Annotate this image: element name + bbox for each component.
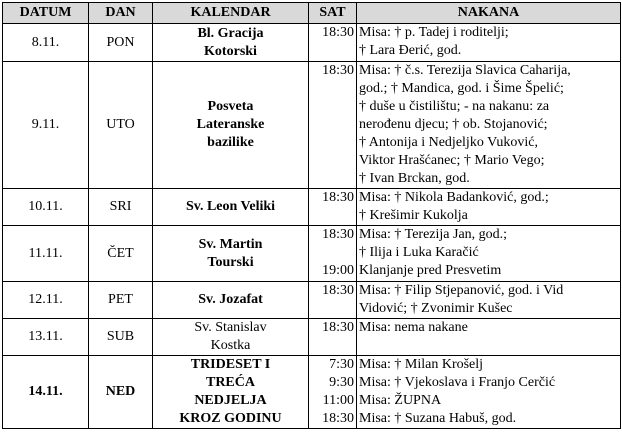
time-line: 18:30	[322, 25, 354, 40]
schedule-body	[3, 24, 621, 429]
intention-line: god.; † Mandica, god. i Šime Špelić;	[359, 81, 564, 96]
intention-line: Misa: † Nikola Badanković, god.;	[359, 190, 549, 205]
intention-line: Misa: † Filip Stjepanović, god. i Vid	[359, 283, 564, 298]
intention-cell	[357, 24, 621, 62]
date-cell: 8.11.	[3, 24, 89, 62]
day-cell: SRI	[89, 189, 153, 226]
intention-cell	[357, 282, 621, 319]
intention-line: † duše u čistilištu; - na nakanu: za	[359, 99, 550, 114]
time-line	[311, 244, 354, 262]
calendar-cell	[153, 24, 309, 62]
calendar-cell	[153, 319, 309, 356]
calendar-line: KROZ GODINU	[179, 411, 282, 426]
time-cell	[309, 319, 357, 356]
day-cell: SUB	[89, 319, 153, 356]
header-intention: NAKANA	[357, 3, 621, 24]
time-line: 18:30	[322, 63, 354, 78]
schedule-row	[3, 282, 621, 319]
schedule-row	[3, 226, 621, 282]
header-row	[3, 3, 621, 24]
time-cell	[309, 356, 357, 429]
mass-schedule-table	[2, 2, 621, 429]
day-cell: NED	[89, 356, 153, 429]
calendar-line: Kostka	[210, 338, 251, 353]
intention-cell	[357, 62, 621, 189]
schedule-row	[3, 62, 621, 189]
date-cell: 11.11.	[3, 226, 89, 282]
schedule-row	[3, 319, 621, 356]
intention-cell	[357, 319, 621, 356]
schedule-row	[3, 356, 621, 429]
day-cell: PON	[89, 24, 153, 62]
intention-line: Klanjanje pred Presvetim	[359, 263, 502, 278]
date-cell: 13.11.	[3, 319, 89, 356]
schedule-row	[3, 24, 621, 62]
time-line: 18:30	[322, 190, 354, 205]
date-cell: 12.11.	[3, 282, 89, 319]
date-cell: 14.11.	[3, 356, 89, 429]
calendar-line: Sv. Leon Veliki	[185, 199, 276, 214]
time-cell	[309, 189, 357, 226]
intention-line: Misa: nema nakane	[359, 320, 468, 335]
calendar-line: Lateranske	[196, 117, 265, 132]
intention-line: Misa: † Terezija Jan, god.;	[359, 227, 508, 242]
calendar-line: Tourski	[207, 254, 254, 270]
calendar-line: Sv. Martin	[198, 236, 263, 252]
day-cell: PET	[89, 282, 153, 319]
intention-cell	[357, 189, 621, 226]
calendar-line: Kotorski	[204, 43, 257, 59]
calendar-cell	[153, 282, 309, 319]
intention-line: Misa: † p. Tadej i roditelji;	[359, 25, 509, 40]
time-cell	[309, 226, 357, 282]
time-line: 18:30	[322, 320, 354, 335]
intention-line: † Antonija i Nedjeljko Vuković,	[359, 135, 538, 150]
intention-line: † Krešimir Kukolja	[359, 208, 468, 223]
schedule-row	[3, 189, 621, 226]
intention-line: Misa: ŽUPNA	[359, 393, 442, 408]
intention-line: † Ilija i Luka Karačić	[359, 245, 479, 260]
intention-line: Vidović; † Zvonimir Kušec	[359, 301, 513, 316]
calendar-line: TREĆA	[205, 375, 255, 390]
time-line: 9:30	[329, 375, 354, 390]
calendar-line: Sv. Jozafat	[198, 292, 263, 307]
header-date: DATUM	[3, 3, 89, 24]
calendar-cell	[153, 62, 309, 189]
intention-line: nerođenu djecu; † ob. Stojanović;	[359, 117, 548, 132]
time-line: 18:30	[322, 411, 354, 426]
intention-line: Misa: † Milan Krošelj	[359, 357, 484, 372]
time-line: 18:30	[322, 227, 354, 242]
date-cell: 9.11.	[3, 62, 89, 189]
time-line: 18:30	[322, 283, 354, 298]
header-day: DAN	[89, 3, 153, 24]
date-cell: 10.11.	[3, 189, 89, 226]
time-line: 11:00	[322, 393, 354, 408]
intention-line: Viktor Hrašćanec; † Mario Vego;	[359, 153, 545, 168]
calendar-cell	[153, 189, 309, 226]
intention-cell	[357, 226, 621, 282]
time-line: 19:00	[322, 263, 354, 278]
calendar-line: bazilike	[207, 135, 254, 150]
intention-line: Misa: † č.s. Terezija Slavica Caharija,	[359, 63, 571, 78]
calendar-line: Bl. Gracija	[197, 25, 264, 41]
calendar-line: TRIDESET I	[190, 357, 271, 372]
day-cell: UTO	[89, 62, 153, 189]
intention-line: Misa: † Vjekoslava i Franjo Cerčić	[359, 375, 556, 390]
calendar-line: NEDJELJA	[194, 393, 267, 408]
header-time: SAT	[309, 3, 357, 24]
intention-cell	[357, 356, 621, 429]
intention-line: † Ivan Brckan, god.	[359, 171, 470, 186]
time-cell	[309, 282, 357, 319]
calendar-cell	[153, 356, 309, 429]
intention-line: † Lara Đerić, god.	[359, 43, 462, 58]
calendar-line: Posveta	[207, 99, 254, 114]
intention-line: Misa: † Suzana Habuš, god.	[359, 411, 517, 426]
time-line: 7:30	[329, 357, 354, 372]
header-calendar: KALENDAR	[153, 3, 309, 24]
calendar-line: Sv. Stanislav	[194, 320, 267, 335]
time-cell	[309, 24, 357, 62]
day-cell: ČET	[89, 226, 153, 282]
calendar-cell	[153, 226, 309, 282]
time-cell	[309, 62, 357, 189]
